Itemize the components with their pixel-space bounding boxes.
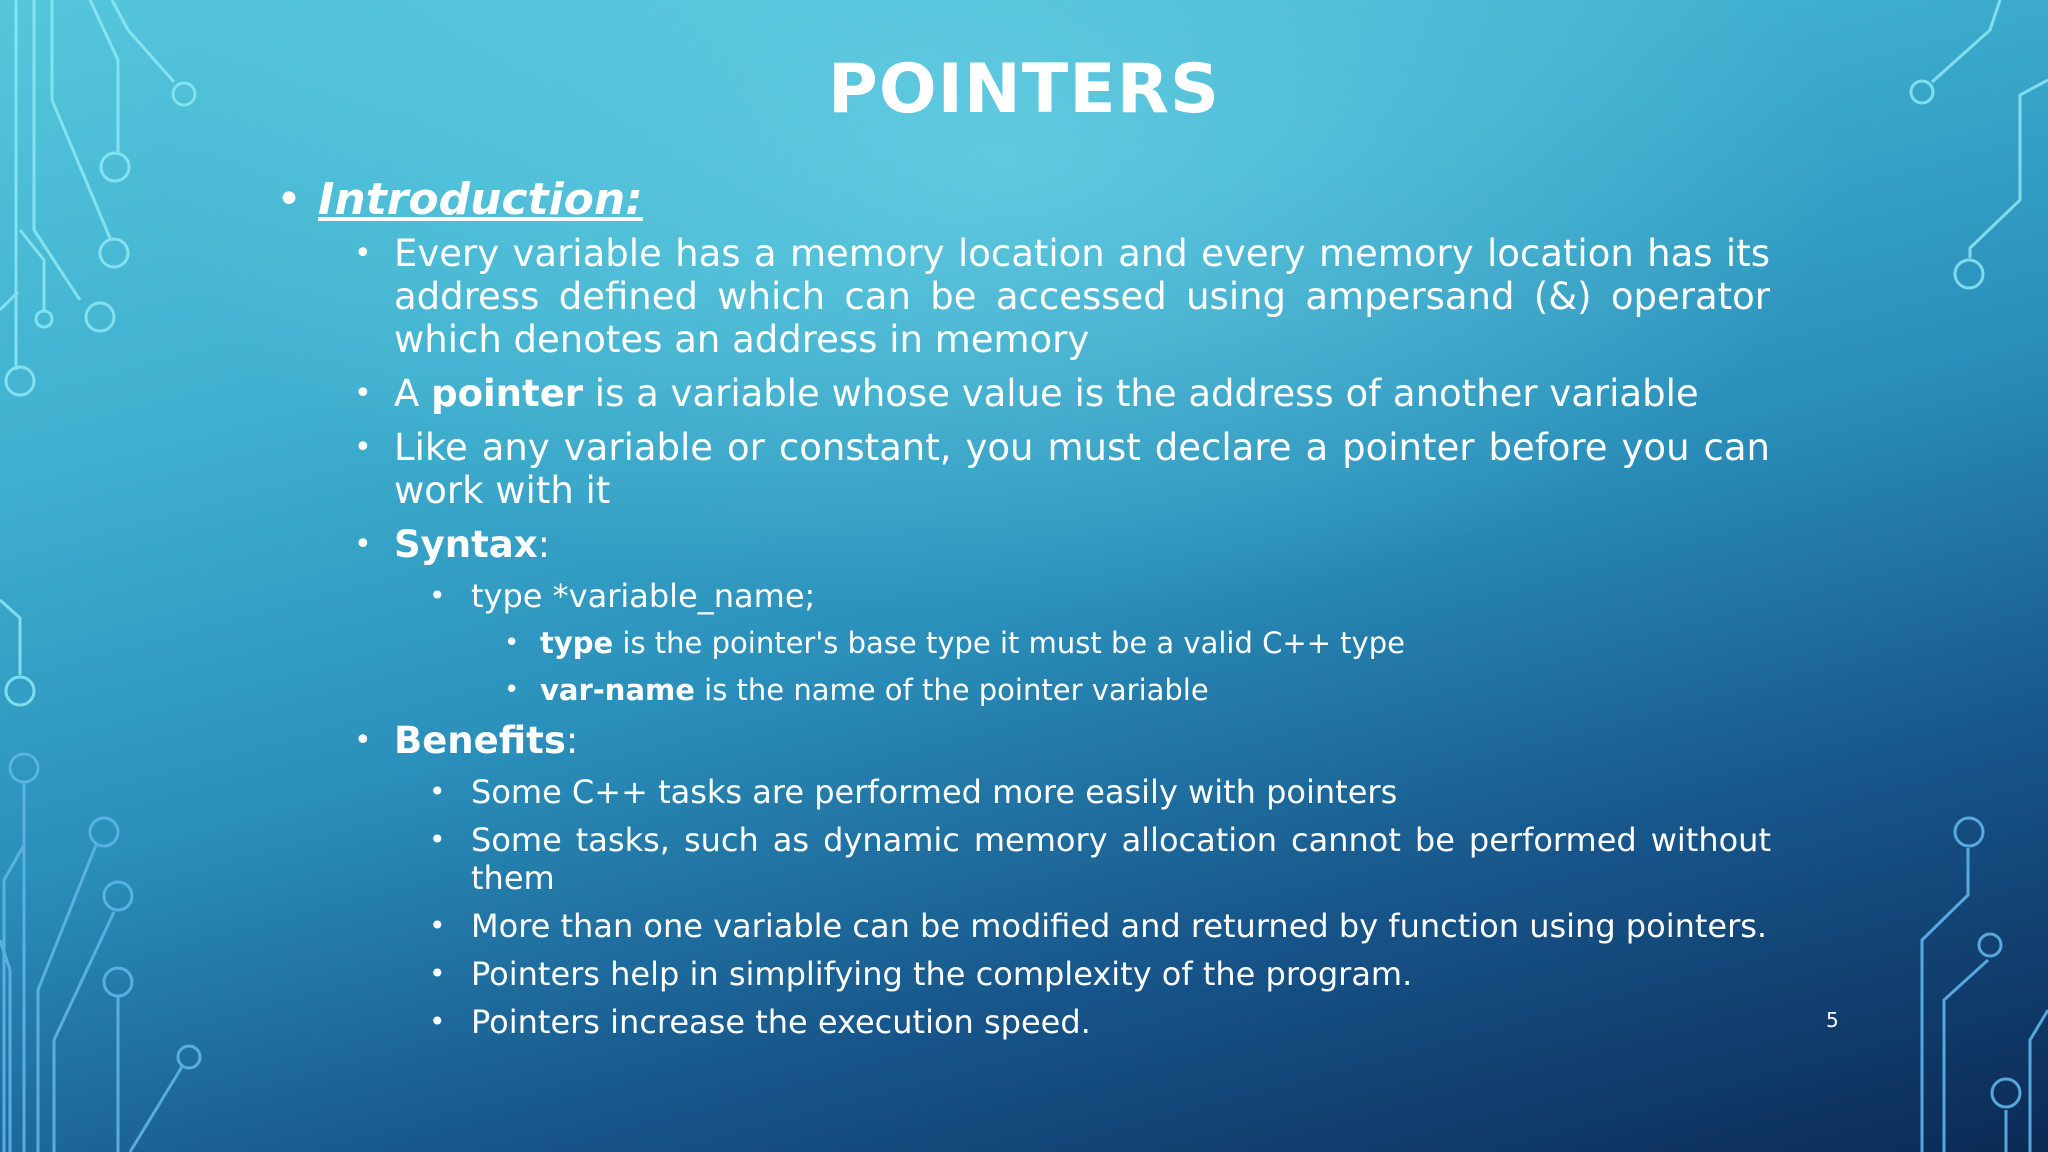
pointer-prefix-text: A (394, 372, 432, 415)
slide-content (270, 172, 1770, 1051)
bullet-icon: • (504, 675, 520, 705)
benefit-text: Pointers help in simplifying the complexity of the program. (471, 955, 1413, 993)
benefit-text: Some tasks, such as dynamic memory allocation cannot be performed without them (471, 821, 1771, 897)
pointer-term: pointer (431, 372, 584, 415)
declare-text: Like any variable or constant, you must declare a pointer before you can work with it (394, 426, 1770, 512)
varname-desc: is the name of the pointer variable (694, 673, 1209, 707)
list-item-benefit (425, 907, 1771, 945)
pointer-definition-text: is a variable whose value is the address of another variable (583, 372, 1699, 415)
syntax-colon: : (537, 523, 551, 566)
bullet-icon: • (354, 430, 372, 465)
bullet-icon: • (354, 723, 372, 758)
bullet-icon: • (354, 527, 372, 562)
benefit-text: Some C++ tasks are performed more easily with pointers (471, 773, 1398, 811)
memory-location-text: Every variable has a memory location and every memory location has its address defined which can be accessed using ampersand (&) operator which denotes an address in memory (394, 232, 1770, 361)
list-item-varname-desc (502, 672, 1770, 708)
bullet-icon: • (354, 376, 372, 411)
slide-title: POINTERS (827, 50, 1221, 129)
bullet-icon: • (354, 236, 372, 271)
bullet-icon: • (276, 174, 302, 225)
page-number: 5 (1826, 1008, 1839, 1032)
list-item-benefit (425, 1003, 1771, 1041)
bullet-icon: • (429, 909, 446, 942)
benefit-text: Pointers increase the execution speed. (471, 1003, 1091, 1041)
benefit-text: More than one variable can be modified and returned by function using pointers. (471, 907, 1768, 945)
list-item-benefit (425, 821, 1771, 897)
bullet-icon: • (429, 957, 446, 990)
varname-term: var-name (540, 673, 695, 707)
bullet-icon: • (429, 1005, 446, 1038)
list-item-syntax (348, 523, 1770, 566)
list-item-type-desc (502, 625, 1770, 661)
benefits-label: Benefits (394, 719, 566, 762)
type-desc: is the pointer's base type it must be a valid C++ type (613, 626, 1405, 660)
benefits-colon: : (565, 719, 579, 762)
type-term: type (540, 626, 614, 660)
list-item-declare (348, 426, 1770, 512)
introduction-heading-item (270, 172, 1770, 228)
list-item-pointer-definition (348, 372, 1770, 415)
syntax-label: Syntax (394, 523, 538, 566)
bullet-icon: • (429, 579, 446, 612)
bullet-icon: • (429, 775, 446, 808)
bullet-icon: • (429, 823, 446, 856)
introduction-heading: Introduction: (318, 174, 643, 225)
list-item-memory-location (348, 232, 1770, 361)
list-item-benefit (425, 773, 1771, 811)
syntax-code: type *variable_name; (471, 577, 816, 615)
bullet-icon: • (504, 628, 520, 658)
list-item-syntax-code (425, 577, 1771, 615)
list-item-benefits (348, 719, 1770, 762)
list-item-benefit (425, 955, 1771, 993)
